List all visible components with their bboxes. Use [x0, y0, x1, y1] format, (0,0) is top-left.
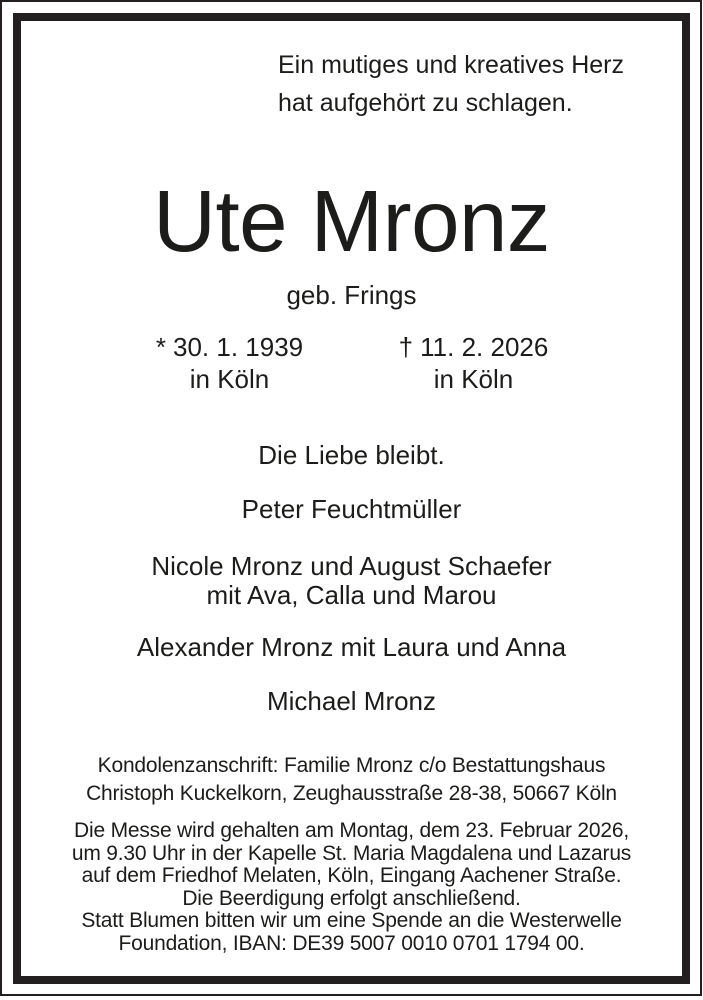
- service-line-6: Foundation, IBAN: DE39 5007 0010 0701 1794 00.: [118, 931, 585, 955]
- mourner-nicole-line-2: mit Ava, Calla und Marou: [206, 580, 497, 610]
- service-line-3: auf dem Friedhof Melaten, Köln, Eingang Aachener Straße.: [81, 864, 622, 887]
- mourner-nicole-line-1: Nicole Mronz und August Schaefer: [151, 551, 552, 581]
- service-line-1: Die Messe wird gehalten am Montag, dem 23. Februar 2026,: [74, 819, 629, 842]
- death-cross-symbol: †: [398, 332, 414, 362]
- epitaph-line-2: hat aufgehört zu schlagen.: [278, 89, 573, 117]
- maiden-name: geb. Frings: [286, 280, 417, 310]
- condolence-address: [0, 752, 703, 808]
- mourner-michael: Michael Mronz: [266, 686, 437, 716]
- life-dates: [0, 331, 703, 395]
- condolence-line-1: Kondolenzanschrift: Familie Mronz c/o Bestattungshaus: [97, 754, 606, 777]
- condolence-line-2: Christoph Kuckelkorn, Zeughausstraße 28-38, 50667 Köln: [86, 782, 617, 805]
- birth-date-line: [150, 331, 310, 363]
- mourner-nicole-family: [0, 552, 703, 610]
- epitaph: [278, 46, 624, 122]
- death-date: 11. 2. 2026: [420, 332, 549, 362]
- birth-place: in Köln: [189, 364, 270, 394]
- death-info: [394, 331, 554, 395]
- birth-star-symbol: *: [155, 332, 166, 362]
- epitaph-line-1: Ein mutiges und kreatives Herz: [278, 51, 624, 79]
- service-line-5: Statt Blumen bitten wir um eine Spende an die Westerwelle: [81, 909, 622, 932]
- birth-date: 30. 1. 1939: [173, 332, 304, 362]
- farewell-line: Die Liebe bleibt.: [258, 440, 445, 470]
- death-place: in Köln: [433, 364, 514, 394]
- service-line-2: um 9.30 Uhr in der Kapelle St. Maria Magdalena und Lazarus: [71, 841, 632, 865]
- deceased-name: Ute Mronz: [153, 173, 550, 270]
- mourner-alexander: Alexander Mronz mit Laura und Anna: [136, 632, 567, 662]
- death-date-line: [394, 331, 554, 363]
- mourner-peter: Peter Feuchtmüller: [241, 494, 462, 524]
- service-line-4: Die Beerdigung erfolgt anschließend.: [182, 886, 521, 910]
- birth-info: [150, 331, 310, 395]
- funeral-details: [0, 820, 703, 955]
